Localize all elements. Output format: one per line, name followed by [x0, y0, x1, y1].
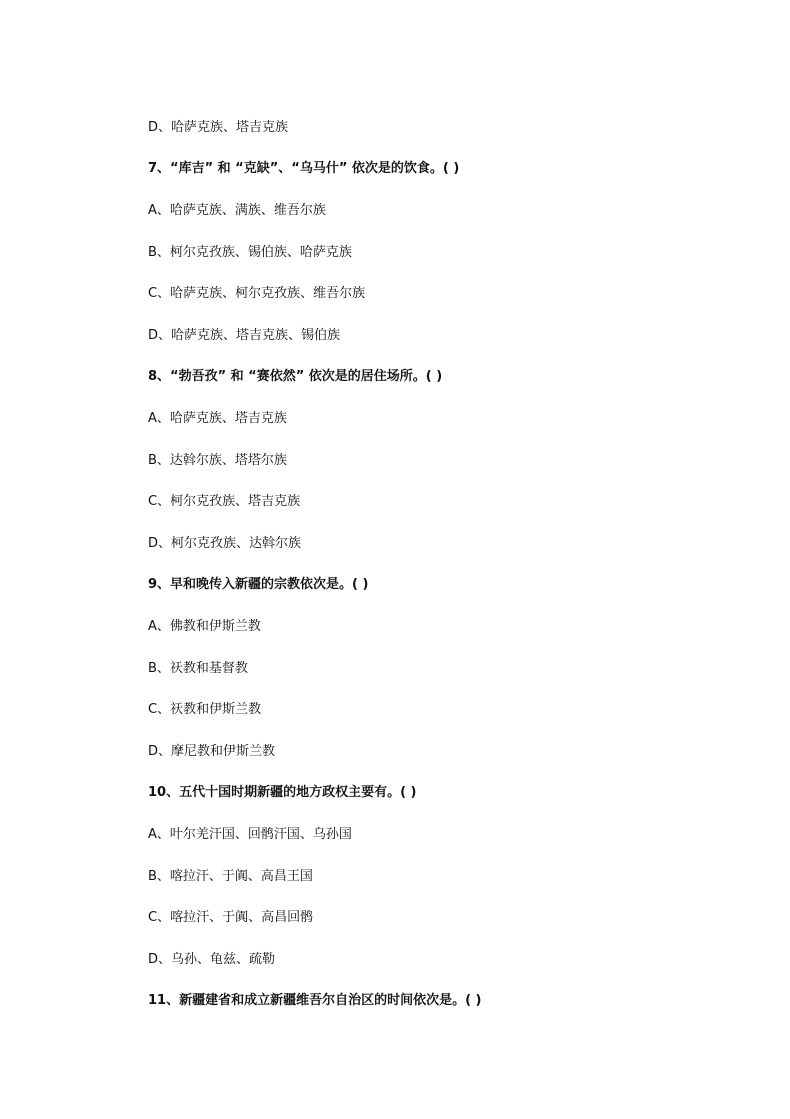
option-a-q10: A、叶尔羌汗国、回鹘汗国、乌孙国	[148, 827, 352, 842]
option-b-q7: B、柯尔克孜族、锡伯族、哈萨克族	[148, 245, 352, 260]
question-10: 10、五代十国时期新疆的地方政权主要有。( )	[148, 785, 417, 800]
option-d-q8: D、柯尔克孜族、达斡尔族	[148, 536, 302, 551]
question-7: 7、“库吉” 和 “克缺”、“乌马什” 依次是的饮食。( )	[148, 161, 460, 176]
option-a-q9: A、佛教和伊斯兰教	[148, 619, 261, 634]
option-b-q9: B、祆教和基督教	[148, 661, 248, 676]
option-a-q8: A、哈萨克族、塔吉克族	[148, 411, 287, 426]
option-a-q7: A、哈萨克族、满族、维吾尔族	[148, 203, 326, 218]
option-c-q7: C、哈萨克族、柯尔克孜族、维吾尔族	[148, 286, 366, 301]
option-d-q6: D、哈萨克族、塔吉克族	[148, 120, 289, 135]
option-c-q10: C、喀拉汗、于阗、高昌回鹘	[148, 910, 314, 925]
option-c-q8: C、柯尔克孜族、塔吉克族	[148, 494, 301, 509]
question-8: 8、“勃吾孜” 和 “赛依然” 依次是的居住场所。( )	[148, 369, 443, 384]
question-11: 11、新疆建省和成立新疆维吾尔自治区的时间依次是。( )	[148, 993, 482, 1008]
option-d-q9: D、摩尼教和伊斯兰教	[148, 744, 276, 759]
question-9: 9、早和晚传入新疆的宗教依次是。( )	[148, 577, 369, 592]
option-c-q9: C、祆教和伊斯兰教	[148, 702, 262, 717]
option-d-q10: D、乌孙、龟兹、疏勒	[148, 952, 276, 967]
option-b-q8: B、达斡尔族、塔塔尔族	[148, 453, 287, 468]
option-b-q10: B、喀拉汗、于阗、高昌王国	[148, 869, 313, 884]
option-d-q7: D、哈萨克族、塔吉克族、锡伯族	[148, 328, 341, 343]
